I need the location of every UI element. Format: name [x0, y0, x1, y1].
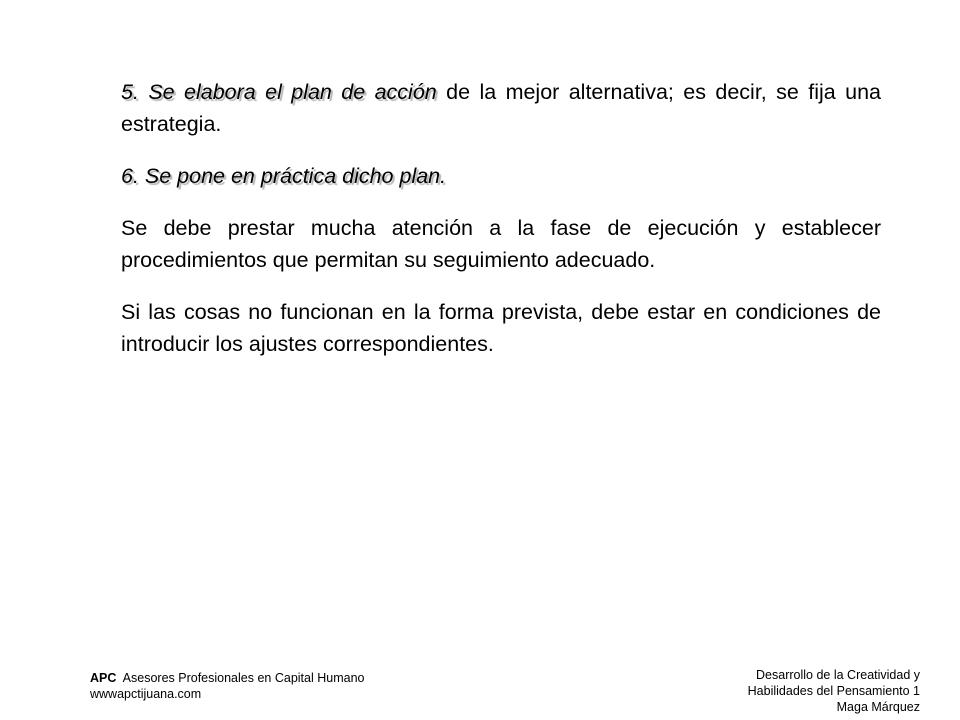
footer-url: wwwapctijuana.com [90, 687, 202, 701]
slide-body [121, 76, 881, 380]
adjustments-paragraph: Si las cosas no funcionan en la forma prevista, debe estar en condiciones de introducir los ajustes correspondientes. [121, 300, 881, 356]
step-5-text: de la mejor alternativa; es decir, se fija una estrategia. [121, 80, 881, 136]
footer-org-name: Asesores Profesionales en Capital Humano [122, 671, 365, 685]
footer-course-line2: Habilidades del Pensamiento 1 [747, 684, 920, 698]
step-5-heading: 5. Se elabora el plan de acción [121, 80, 437, 104]
step-6-paragraph [121, 160, 881, 192]
footer-author: Maga Márquez [836, 700, 920, 714]
footer-left [90, 670, 364, 702]
footer-org-line [90, 670, 364, 686]
execution-paragraph: Se debe prestar mucha atención a la fase de ejecución y establecer procedimientos que permitan su seguimiento adecuado. [121, 216, 881, 272]
footer-right [748, 667, 920, 715]
footer-brand: APC [90, 671, 117, 685]
footer-course-line1: Desarrollo de la Creatividad y [756, 668, 920, 682]
step-6-heading: 6. Se pone en práctica dicho plan. [121, 164, 447, 188]
step-5-paragraph [121, 76, 881, 140]
